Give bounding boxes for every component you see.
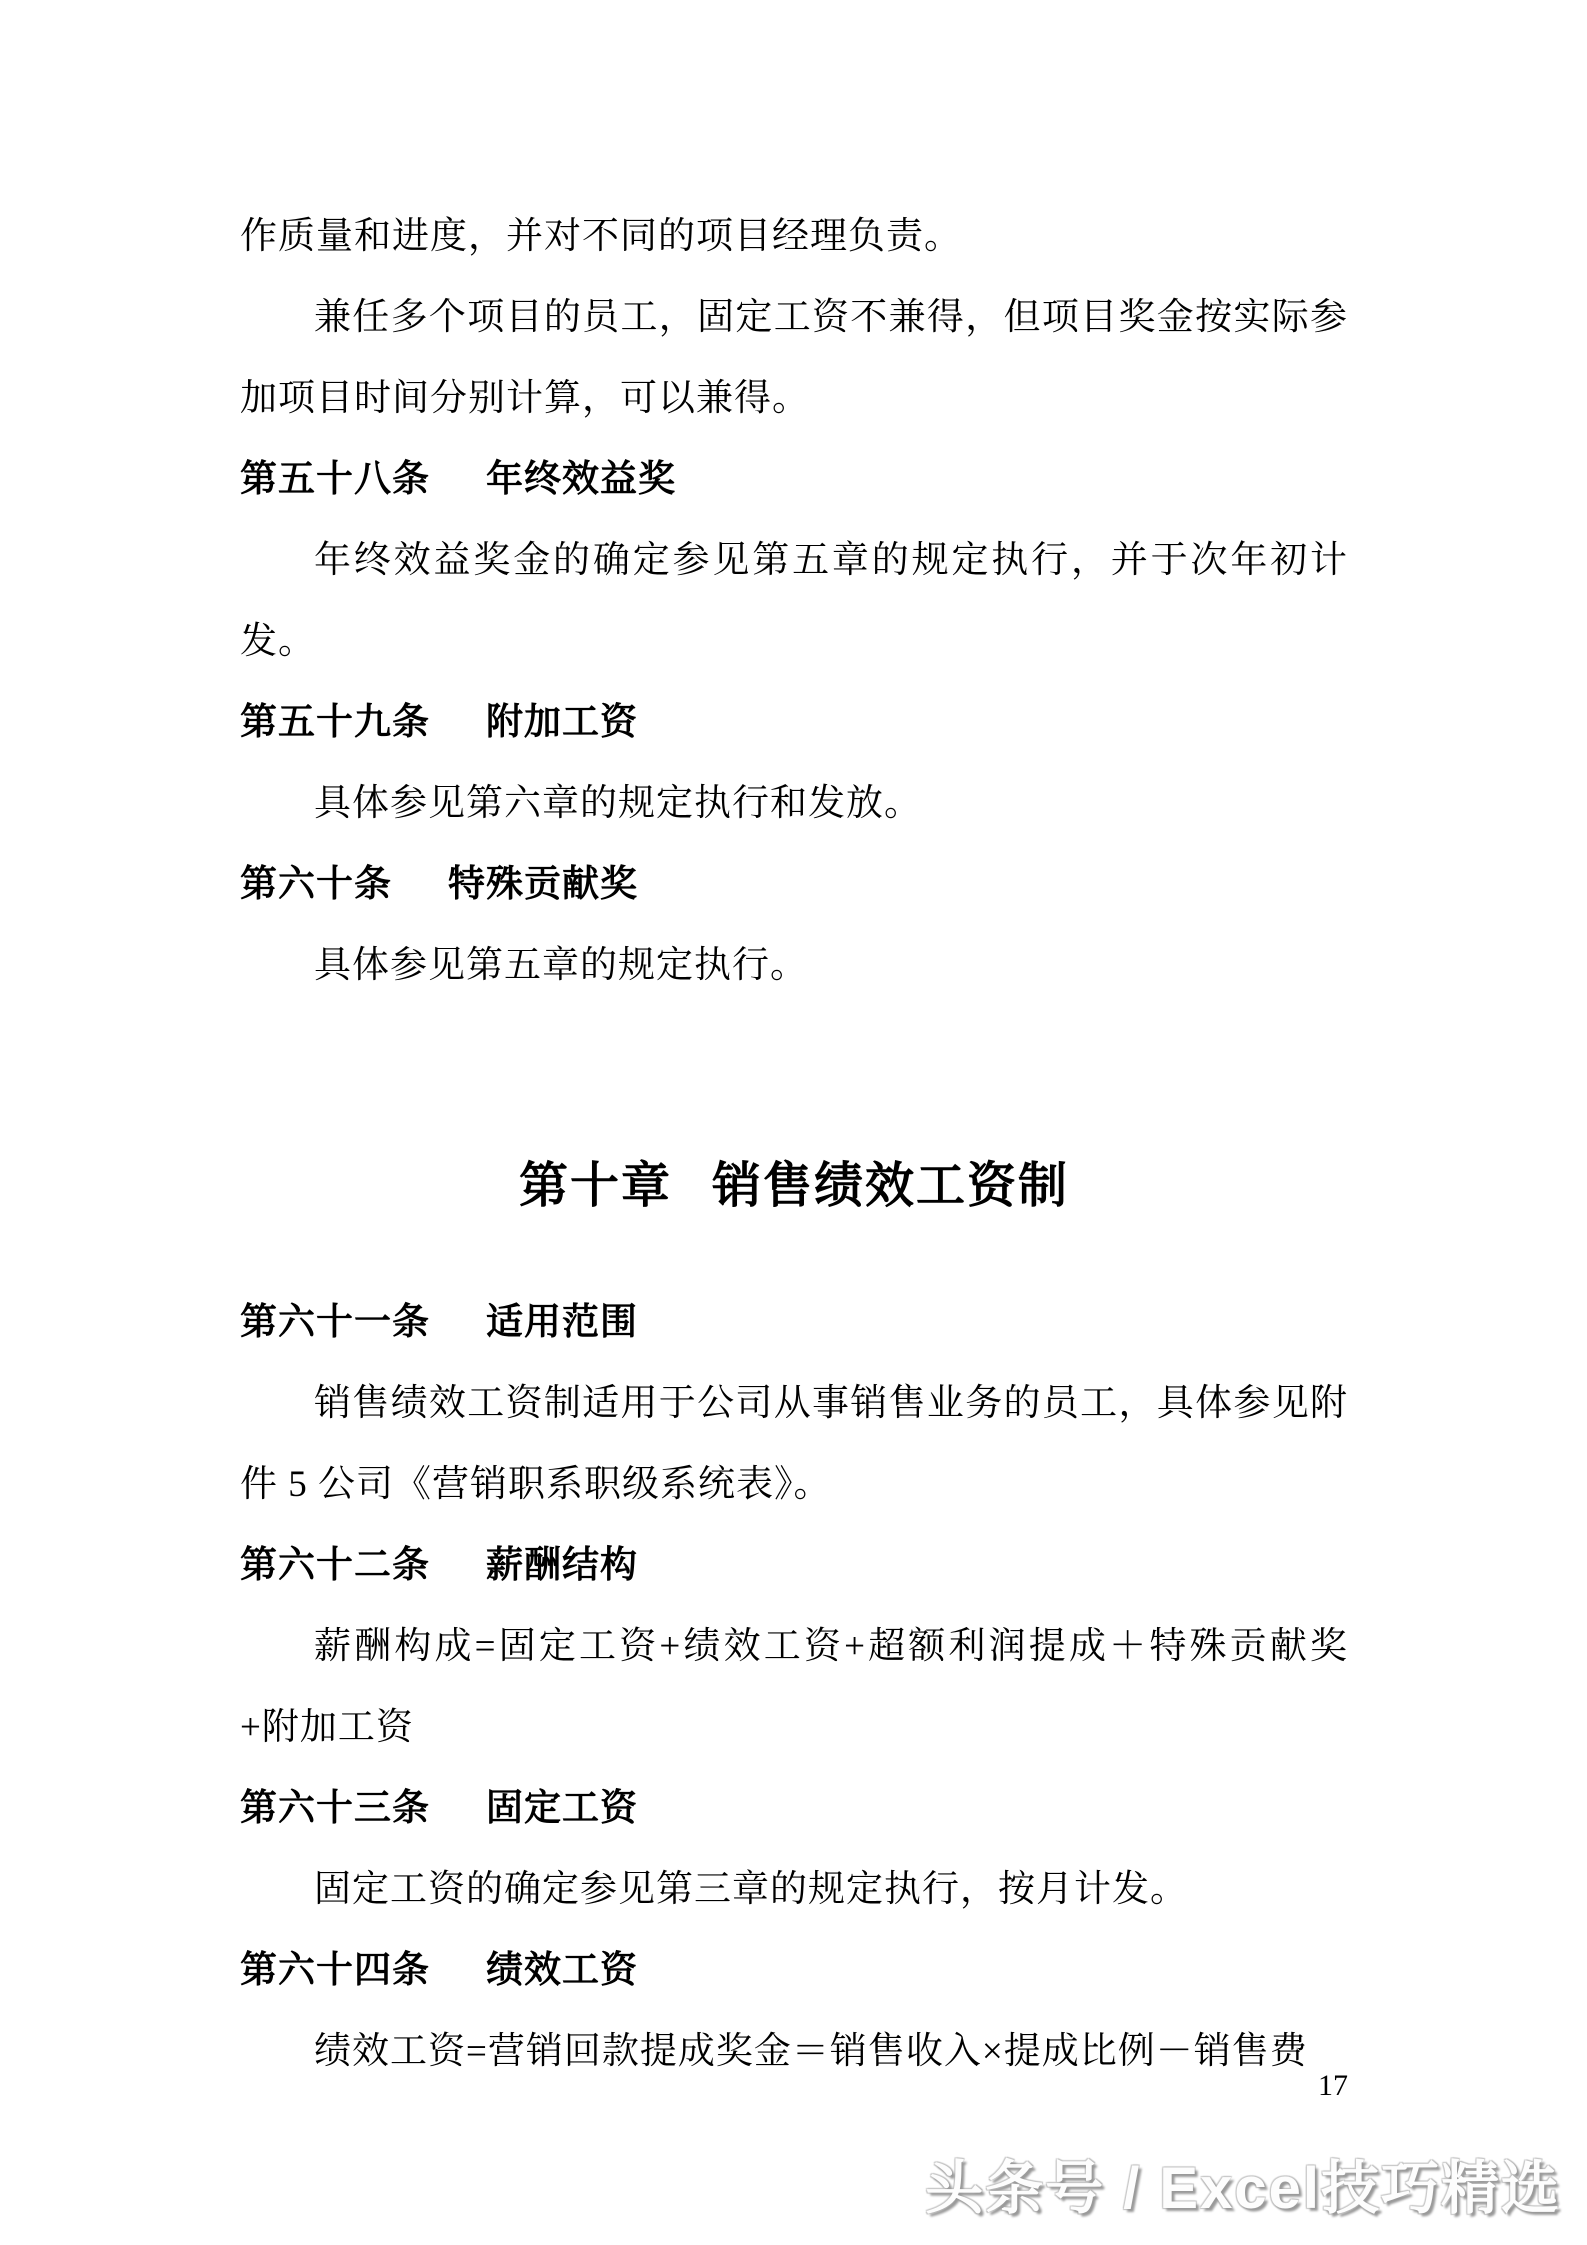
article-heading <box>240 1930 1348 2011</box>
article-title: 绩效工资 <box>486 1950 638 1991</box>
article-title: 附加工资 <box>486 702 638 743</box>
article-number: 第六十条 <box>240 864 392 905</box>
article-heading <box>240 1525 1348 1606</box>
watermark: 头条号 / Excel技巧精选 <box>925 2156 1561 2221</box>
chapter-number: 第十章 <box>518 1158 672 1213</box>
paragraph: 绩效工资=营销回款提成奖金＝销售收入×提成比例－销售费 <box>314 2031 1308 2072</box>
article-title: 年终效益奖 <box>486 459 676 500</box>
article-title: 适用范围 <box>486 1302 638 1343</box>
paragraph: 具体参见第五章的规定执行。 <box>314 945 808 986</box>
document-body <box>240 196 1348 2092</box>
paragraph: 销售绩效工资制适用于公司从事销售业务的员工，具体参见附件 5 公司《营销职系职级系统表》。 <box>240 1383 1348 1505</box>
article-heading <box>240 1768 1348 1849</box>
chapter-title <box>240 1156 1348 1216</box>
article-heading <box>240 844 1348 925</box>
chapter-name: 销售绩效工资制 <box>712 1158 1070 1213</box>
article-number: 第六十四条 <box>240 1950 430 1991</box>
article-number: 第六十三条 <box>240 1788 430 1829</box>
article-heading <box>240 1282 1348 1363</box>
paragraph: 兼任多个项目的员工，固定工资不兼得，但项目奖金按实际参加项目时间分别计算，可以兼得。 <box>240 297 1348 419</box>
article-title: 薪酬结构 <box>486 1545 638 1586</box>
paragraph: 年终效益奖金的确定参见第五章的规定执行，并于次年初计发。 <box>240 540 1348 662</box>
article-number: 第五十八条 <box>240 459 430 500</box>
paragraph: 固定工资的确定参见第三章的规定执行，按月计发。 <box>314 1869 1188 1910</box>
paragraph: 薪酬构成=固定工资+绩效工资+超额利润提成＋特殊贡献奖+附加工资 <box>240 1626 1348 1748</box>
paragraph: 具体参见第六章的规定执行和发放。 <box>314 783 922 824</box>
page-number: 17 <box>1318 2069 1348 2102</box>
article-heading <box>240 439 1348 520</box>
article-title: 特殊贡献奖 <box>448 864 638 905</box>
article-title: 固定工资 <box>486 1788 638 1829</box>
article-number: 第六十一条 <box>240 1302 430 1343</box>
article-number: 第五十九条 <box>240 702 430 743</box>
article-number: 第六十二条 <box>240 1545 430 1586</box>
article-heading <box>240 682 1348 763</box>
paragraph: 作质量和进度，并对不同的项目经理负责。 <box>240 216 962 257</box>
